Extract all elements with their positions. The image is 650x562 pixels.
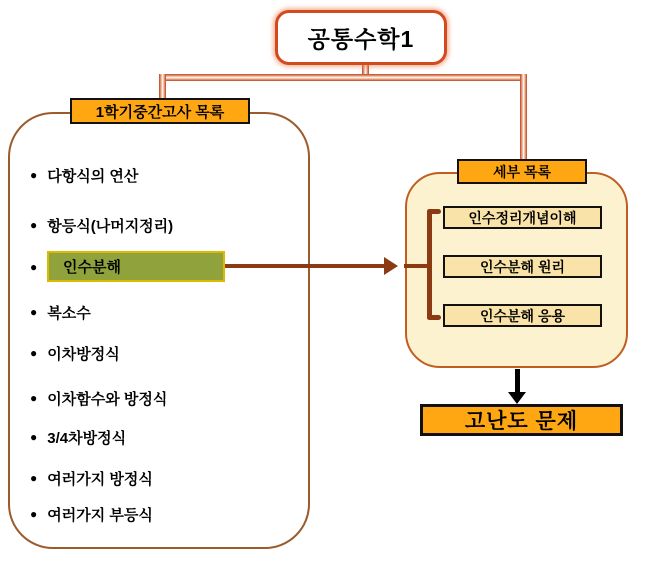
bullet-icon: ● — [30, 430, 38, 444]
detail-box-label: 인수분해 응용 — [479, 307, 566, 324]
bullet-icon: ● — [30, 260, 38, 274]
detail-box — [443, 206, 602, 229]
list-item-label: 항등식(나머지정리) — [47, 217, 174, 235]
list-item — [30, 502, 153, 526]
list-item-label: 여러가지 부등식 — [47, 506, 153, 524]
left-panel-header-label: 1학기중간고사 목록 — [95, 103, 225, 121]
bullet-icon: ● — [30, 218, 38, 232]
bullet-icon: ● — [30, 168, 38, 182]
bottom-box — [420, 404, 623, 436]
factorization-arrow-head-icon — [384, 257, 398, 275]
list-item — [30, 163, 138, 187]
bottom-arrow-head-icon — [508, 392, 526, 404]
list-item-label: 이차방정식 — [47, 345, 120, 363]
list-item-label: 여러가지 방정식 — [47, 470, 153, 488]
bullet-icon: ● — [30, 471, 38, 485]
bracket-bottom-arm — [427, 315, 441, 320]
detail-box-label: 인수분해 원리 — [479, 258, 566, 275]
detail-box — [443, 255, 602, 278]
bullet-icon: ● — [30, 305, 38, 319]
list-item-highlighted — [30, 255, 47, 279]
list-item-label: 다항식의 연산 — [47, 167, 139, 185]
title-label: 공통수학1 — [307, 26, 415, 52]
title-box — [275, 10, 447, 65]
right-panel-header — [457, 159, 587, 184]
list-item — [30, 341, 120, 365]
left-panel-header — [70, 98, 250, 124]
bottom-box-label: 고난도 문제 — [464, 410, 579, 433]
list-item-label: 복소수 — [47, 304, 91, 322]
bullet-icon: ● — [30, 346, 38, 360]
list-item — [30, 213, 173, 237]
list-item — [30, 466, 153, 490]
detail-box-label: 인수정리개념이해 — [468, 209, 577, 226]
list-item-label: 인수분해 — [63, 259, 121, 276]
highlight-box — [47, 251, 225, 282]
connector-horizontal — [159, 74, 527, 81]
bracket-stub-line — [404, 264, 430, 268]
right-panel-header-label: 세부 목록 — [493, 163, 551, 180]
connector-right-drop — [520, 74, 527, 163]
factorization-arrow-line — [225, 264, 386, 268]
bullet-icon: ● — [30, 391, 38, 405]
detail-box — [443, 304, 602, 327]
list-item-label: 이차함수와 방정식 — [47, 390, 168, 408]
list-item — [30, 425, 126, 449]
bullet-icon: ● — [30, 507, 38, 521]
bracket-top-arm — [427, 209, 441, 214]
list-item-label: 3/4차방정식 — [47, 429, 127, 447]
list-item — [30, 300, 91, 324]
list-item — [30, 386, 167, 410]
bottom-arrow-line — [515, 369, 520, 394]
